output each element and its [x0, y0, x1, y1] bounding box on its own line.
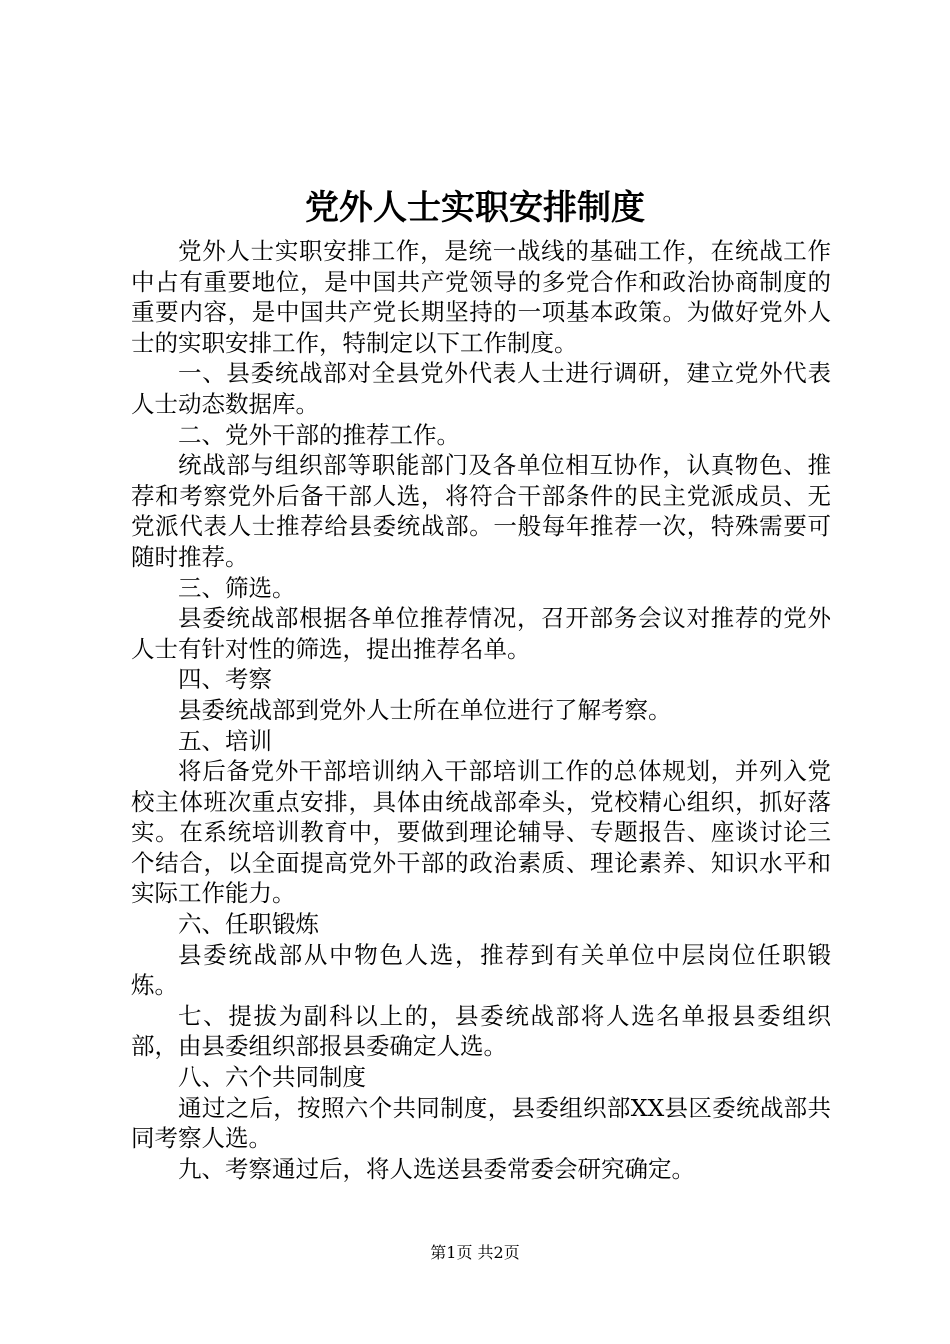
document-body [131, 236, 831, 1184]
section-heading-5: 五、培训 [178, 726, 272, 755]
section-heading-6: 六、任职锻炼 [178, 910, 319, 939]
paragraph-intro: 党外人士实职安排工作，是统一战线的基础工作，在统战工作中占有重要地位，是中国共产党领导的多党合作和政治协商制度的重要内容，是中国共产党长期坚持的一项基本政策。为做好党外人士的实职安排工作，特制定以下工作制度。 [131, 237, 831, 357]
paragraph-item-2-body: 统战部与组织部等职能部门及各单位相互协作，认真物色、推荐和考察党外后备干部人选，将符合干部条件的民主党派成员、无党派代表人士推荐给县委统战部。一般每年推荐一次，特殊需要可随时推荐。 [131, 451, 831, 571]
paragraph-item-1: 一、县委统战部对全县党外代表人士进行调研，建立党外代表人士动态数据库。 [131, 359, 831, 418]
paragraph-item-4-body: 县委统战部到党外人士所在单位进行了解考察。 [178, 695, 672, 724]
section-heading-2: 二、党外干部的推荐工作。 [178, 420, 460, 449]
paragraph-item-7: 七、提拔为副科以上的，县委统战部将人选名单报县委组织部，由县委组织部报县委确定人选。 [131, 1001, 831, 1061]
paragraph-item-8-body: 通过之后，按照六个共同制度，县委组织部XX县区委统战部共同考察人选。 [131, 1093, 831, 1153]
paragraph-item-9: 九、考察通过后，将人选送县委常委会研究确定。 [178, 1154, 695, 1183]
document-title: 党外人士实职安排制度 [305, 188, 645, 228]
paragraph-item-3-body: 县委统战部根据各单位推荐情况，召开部务会议对推荐的党外人士有针对性的筛选，提出推荐名单。 [131, 604, 831, 663]
paragraph-item-6-body: 县委统战部从中物色人选，推荐到有关单位中层岗位任职锻炼。 [131, 940, 831, 1000]
section-heading-3: 三、筛选。 [178, 573, 296, 602]
paragraph-item-5-body: 将后备党外干部培训纳入干部培训工作的总体规划，并列入党校主体班次重点安排，具体由统战部牵头，党校精心组织，抓好落实。在系统培训教育中，要做到理论辅导、专题报告、座谈讨论三个结合，以全面提高党外干部的政治素质、理论素养、知识水平和实际工作能力。 [131, 757, 831, 908]
section-heading-4: 四、考察 [178, 665, 272, 694]
page-number-footer: 第1页 共2页 [430, 1243, 520, 1262]
section-heading-8: 八、六个共同制度 [178, 1063, 366, 1092]
